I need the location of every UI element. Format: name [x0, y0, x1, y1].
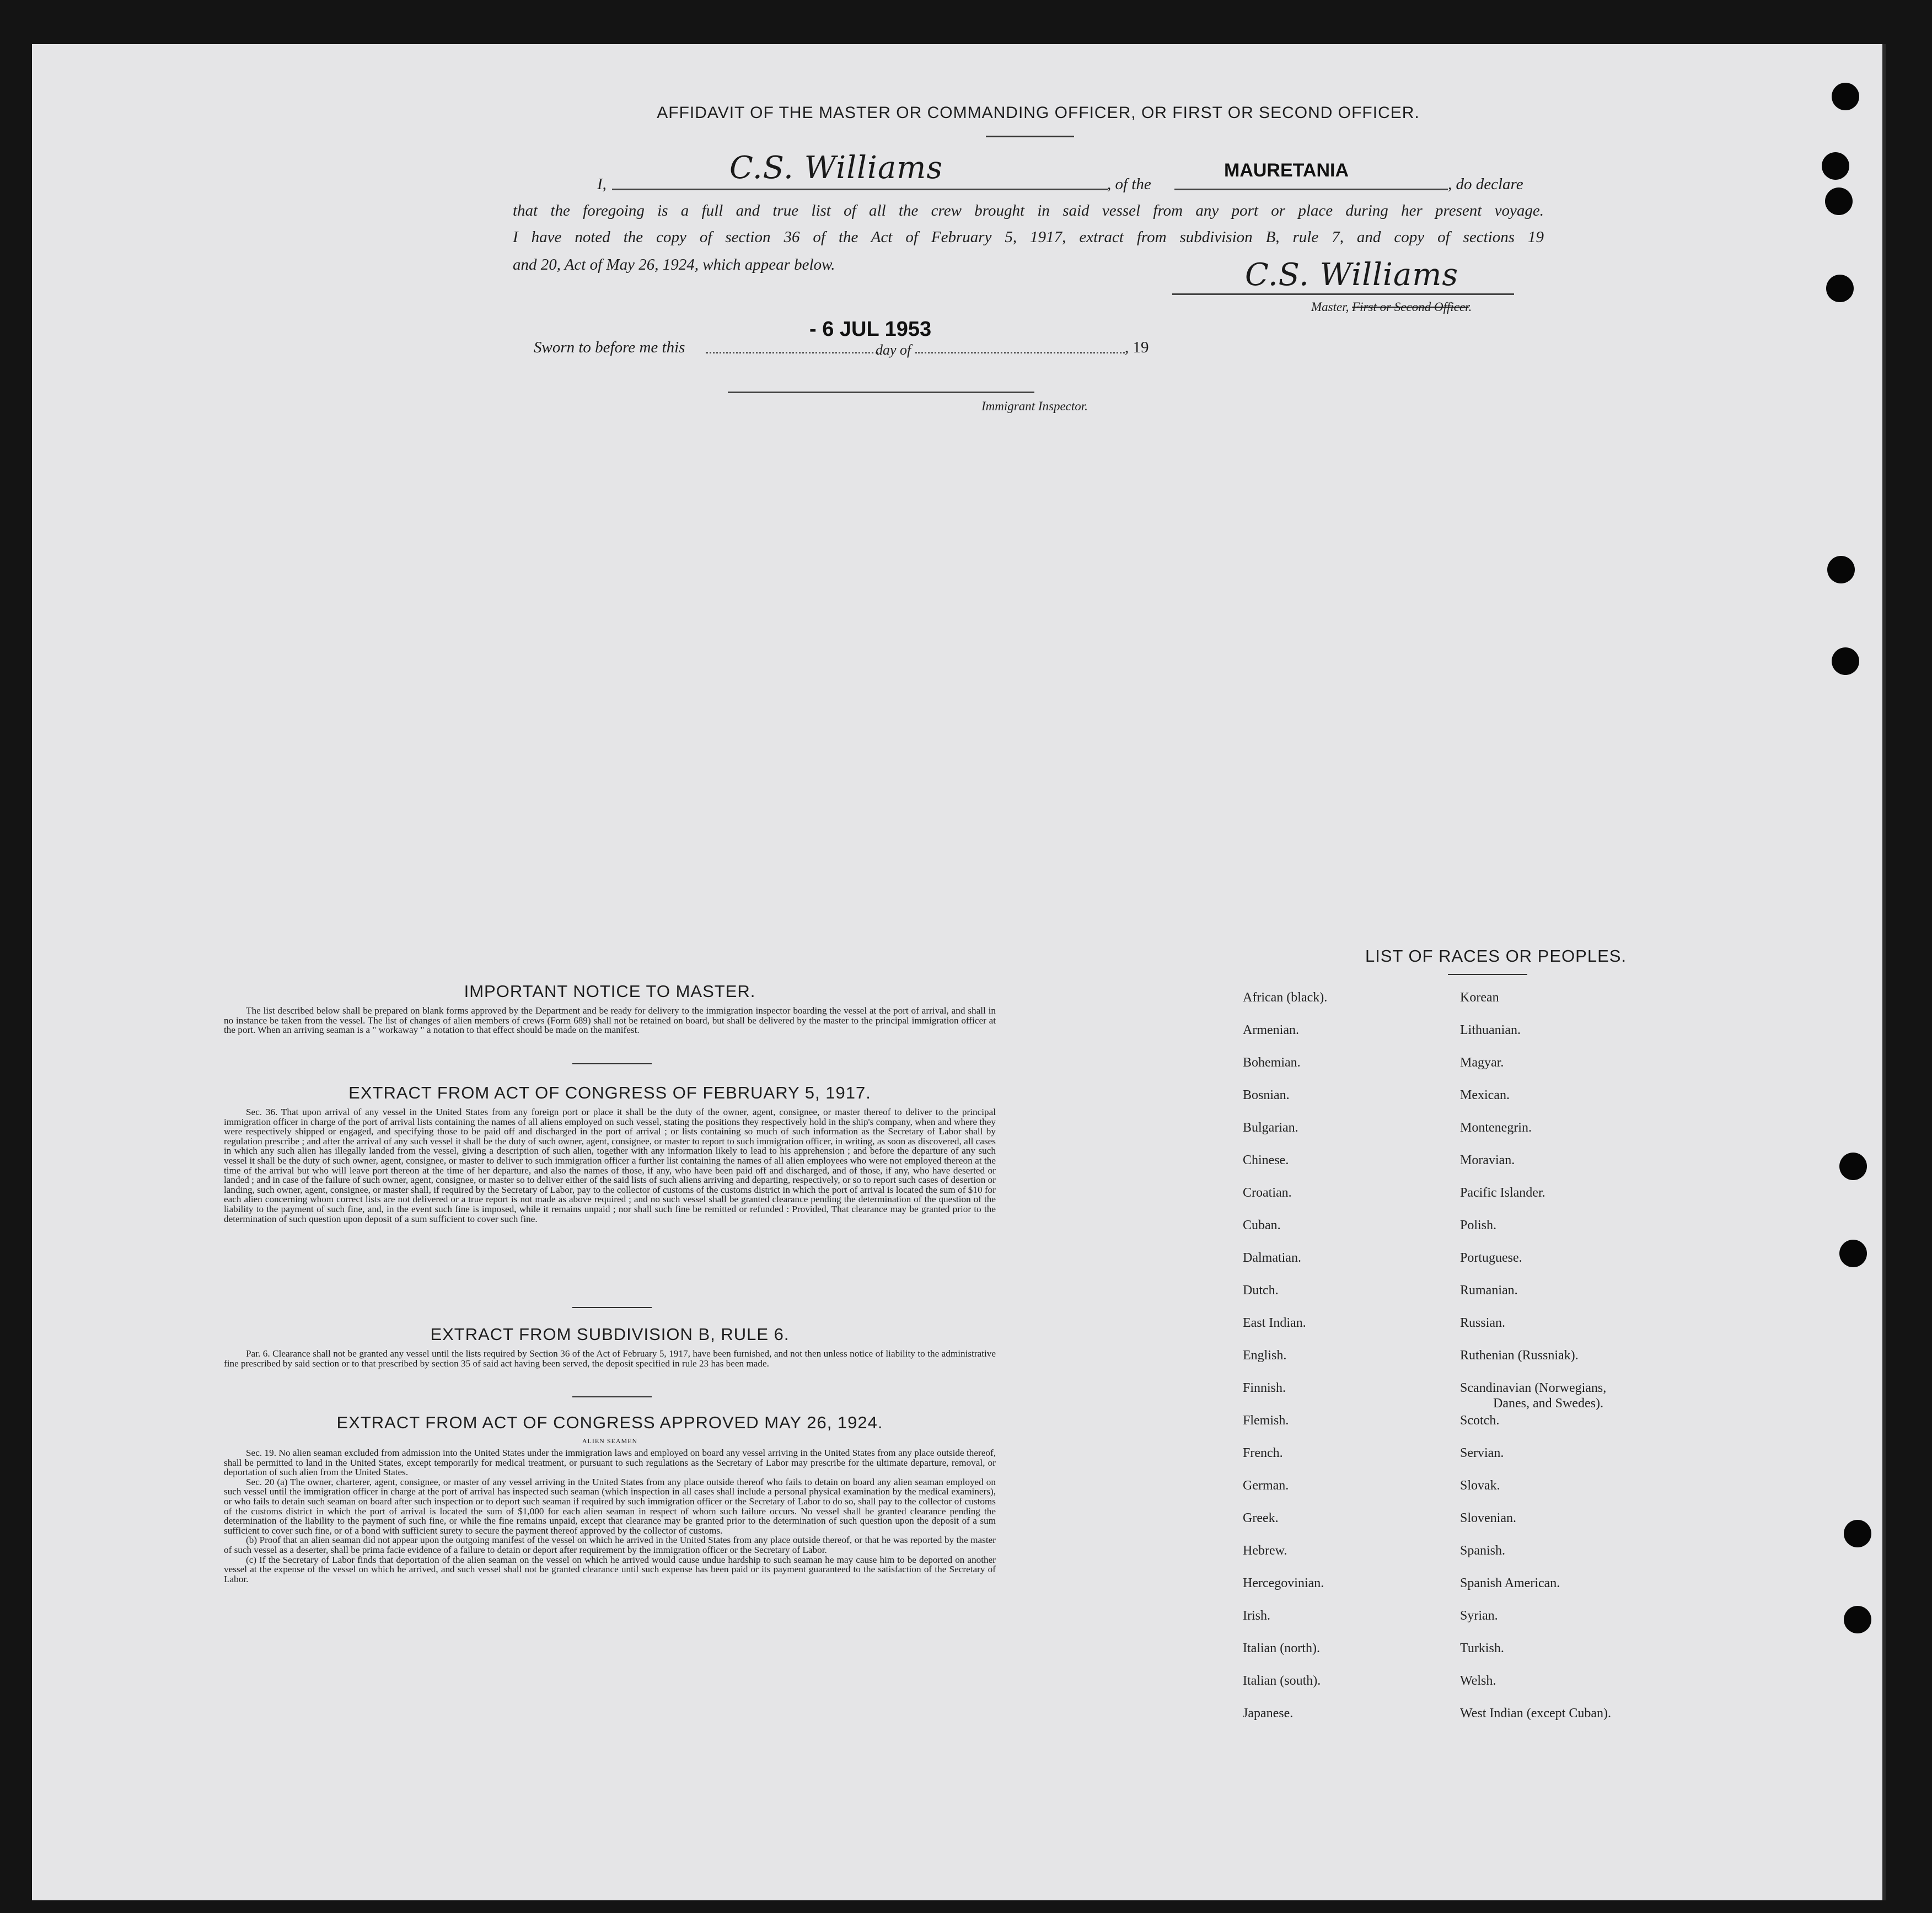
affidavit-line-3: I have noted the copy of section 36 of the Act of February 5, 1917, extract from subdivision B, rule 7, and copy of sections 19 [513, 228, 1544, 246]
punch-hole [1827, 556, 1855, 583]
race-item: Portuguese. [1460, 1251, 1522, 1265]
punch-hole [1826, 275, 1854, 302]
punch-hole [1832, 83, 1859, 110]
of-the-label: , of the [1107, 175, 1151, 193]
race-item: Spanish. [1460, 1544, 1506, 1558]
race-item: Moravian. [1460, 1153, 1515, 1167]
race-item: Dutch. [1243, 1283, 1279, 1298]
punch-hole [1832, 647, 1859, 675]
race-item: Armenian. [1243, 1023, 1299, 1037]
date-stamp: - 6 JUL 1953 [809, 318, 932, 341]
divider [572, 1396, 652, 1397]
race-item: Croatian. [1243, 1186, 1292, 1200]
notice-body: The list described below shall be prepared on blank forms approved by the Department and be ready for delivery to the immigration inspector boarding the vessel at the port of arrival, and shall in no instance be taken from the vessel. The list of changes of alien members of crews (Form 689) shall not be retained on board, but shall be delivered by the master to the principal immigration officer at the port. When an arriving seaman is a " workaway " a notation to that effect should be made on the manifest. [224, 1005, 996, 1036]
race-item: Slovenian. [1460, 1511, 1516, 1525]
race-item: Syrian. [1460, 1609, 1498, 1623]
race-item: Hercegovinian. [1243, 1576, 1324, 1590]
race-item: Greek. [1243, 1511, 1279, 1525]
affidavit-title: AFFIDAVIT OF THE MASTER OR COMMANDING OFFICER, OR FIRST OR SECOND OFFICER. [657, 104, 1420, 122]
race-item: Chinese. [1243, 1153, 1289, 1167]
race-item: Bohemian. [1243, 1055, 1301, 1070]
races-title: LIST OF RACES OR PEOPLES. [1365, 946, 1627, 966]
master-name-line [612, 189, 1108, 190]
sec-20c-paragraph: (c) If the Secretary of Labor finds that deportation of the alien seaman on the vessel on which he arrived would cause undue hardship to such seaman he may cause him to be deported on another vessel at the expense of the vessel on which he arrived, and such vessel shall not be granted clearance until such expense has been paid or its payment guaranteed to the satisfaction of the Secretary of Labor. [224, 1554, 996, 1584]
sec-20b-paragraph: (b) Proof that an alien seaman did not appear upon the outgoing manifest of the vessel on which he arrived in the United States from any place outside thereof, or that he was reported by the master of such vessel as a deserter, shall be prima facie evidence of a failure to detain or deport after requirement by the immigration officer or the Secretary of Labor. [224, 1535, 996, 1555]
race-item: Bulgarian. [1243, 1121, 1298, 1135]
affidavit-line-2: that the foregoing is a full and true list of all the crew brought in said vessel from any port or place during her present voyage. [513, 202, 1544, 219]
race-item: Rumanian. [1460, 1283, 1518, 1298]
divider [572, 1307, 652, 1308]
title-divider [986, 136, 1074, 137]
race-item: Scandinavian (Norwegians, [1460, 1381, 1607, 1395]
race-item: Hebrew. [1243, 1544, 1287, 1558]
master-signature: C.S. Williams [1245, 257, 1459, 293]
extract-1924-body [224, 1448, 996, 1584]
race-item: Russian. [1460, 1316, 1506, 1330]
race-item: English. [1243, 1348, 1287, 1363]
sec-20a-paragraph: Sec. 20 (a) The owner, charterer, agent, consignee, or master of any vessel arriving in the United States from any place outside thereof who fails to detain on board any alien seaman employed on such vessel until the immigration officer in charge at the port of arrival has inspected such seaman (which inspection in all cases shall include a personal physical examination by the medical examiners), or who fails to detain such seaman on board after such inspection or to deport such seaman if required by such immigration officer or the Secretary of Labor to do so, shall pay to the collector of customs of the customs district in which the port of arrival is located the sum of $1,000 for each alien seaman in respect of whom such failure occurs. No vessel shall be granted clearance pending the determination of the liability to the payment of such fine, or while the fine remains unpaid, except that clearance may be granted prior to the determination of such question upon the deposit of a sum sufficient to cover such fine, or of a bond with sufficient surety to secure the payment thereof approved by the collector of customs. [224, 1476, 996, 1536]
punch-hole [1844, 1520, 1871, 1547]
punch-hole [1839, 1153, 1867, 1180]
inspector-caption: Immigrant Inspector. [981, 399, 1088, 413]
race-item: East Indian. [1243, 1316, 1306, 1330]
alien-seamen-subtitle: ALIEN SEAMEN [582, 1437, 638, 1445]
race-item-continued: Danes, and Swedes). [1493, 1396, 1603, 1411]
sworn-month-line [915, 352, 1125, 353]
punch-hole [1822, 152, 1849, 180]
race-item: Mexican. [1460, 1088, 1510, 1102]
caption-end: . [1468, 300, 1472, 314]
master-name-signature: C.S. Williams [729, 150, 943, 186]
race-item: Korean [1460, 990, 1499, 1005]
race-item: Turkish. [1460, 1641, 1504, 1655]
race-item: Pacific Islander. [1460, 1186, 1545, 1200]
rule-6-title: EXTRACT FROM SUBDIVISION B, RULE 6. [430, 1325, 790, 1344]
sec-19-paragraph: Sec. 19. No alien seaman excluded from admission into the United States under the immigration laws and employed on board any vessel arriving in the United States from any place outside thereof, shall be permitted to land in the United States, except temporarily for medical treatment, or pursuant to such regulations as the Secretary of Labor may prescribe for the ultimate departure, removal, or deportation of such alien from the United States. [224, 1448, 996, 1478]
notice-title: IMPORTANT NOTICE TO MASTER. [464, 982, 756, 1001]
signature-line [1172, 293, 1514, 295]
do-declare-label: , do declare [1448, 175, 1523, 193]
sworn-day-line [706, 352, 878, 353]
day-of-label: day of [876, 342, 911, 358]
race-item: Ruthenian (Russniak). [1460, 1348, 1579, 1363]
race-item: West Indian (except Cuban). [1460, 1706, 1611, 1721]
race-item: Servian. [1460, 1446, 1504, 1460]
punch-hole [1839, 1240, 1867, 1267]
race-item: Bosnian. [1243, 1088, 1290, 1102]
race-item: Polish. [1460, 1218, 1497, 1233]
sworn-label: Sworn to before me this [534, 339, 685, 356]
race-item: Italian (north). [1243, 1641, 1320, 1655]
race-item: Dalmatian. [1243, 1251, 1301, 1265]
divider [572, 1063, 652, 1064]
race-item: Finnish. [1243, 1381, 1286, 1395]
race-item: Cuban. [1243, 1218, 1281, 1233]
race-item: Scotch. [1460, 1413, 1500, 1428]
race-item: African (black). [1243, 990, 1328, 1005]
race-item: Italian (south). [1243, 1674, 1321, 1688]
punch-hole [1825, 187, 1853, 215]
caption-master: Master, [1311, 300, 1349, 314]
race-item: German. [1243, 1478, 1289, 1493]
race-item: Montenegrin. [1460, 1121, 1532, 1135]
vessel-name-stamp: MAURETANIA [1224, 160, 1349, 181]
i-label: I, [597, 175, 607, 193]
document-sheet [32, 44, 1886, 1900]
caption-struck-officer: First or Second Officer [1352, 300, 1469, 314]
affidavit-line-4: and 20, Act of May 26, 1924, which appear below. [513, 256, 835, 274]
race-item: Magyar. [1460, 1055, 1504, 1070]
race-item: Irish. [1243, 1609, 1270, 1623]
race-item: Spanish American. [1460, 1576, 1560, 1590]
punch-hole [1844, 1606, 1871, 1633]
rule-6-body: Par. 6. Clearance shall not be granted any vessel until the lists required by Section 36 of the Act of February 5, 1917, have been furnished, and not then unless notice of liability to the administrative fine prescribed by said section or to that prescribed by section 35 of said act having been served, the deposit specified in rule 23 has been made. [224, 1348, 996, 1369]
vessel-name-line [1174, 189, 1448, 190]
extract-1917-body: Sec. 36. That upon arrival of any vessel in the United States from any foreign port or place it shall be the duty of the owner, agent, consignee, or master thereof to deliver to the principal immigration officer in charge of the port of arrival lists containing the names of all aliens employed on such vessel, stating the positions they respectively hold in the ship's company, when and where they were respectively shipped or engaged, and specifying those to be paid off and discharged in the port of arrival ; or lists containing so much of such information as the Secretary of Labor shall by regulation prescribe ; and after the arrival of any such vessel it shall be the duty of such owner, agent, consignee, or master to report to such immigration officer, in writing, as soon as discovered, all cases in which any such alien has illegally landed from the vessel, giving a description of such alien, together with any information likely to lead to his apprehension ; and before the departure of any such vessel it shall be the duty of such owner, agent, consignee, or master to deliver to such immigration officer a further list containing the names of all alien employees who were not employed thereon at the time of the arrival but who will leave port thereon at the time of her departure, and also the names of those, if any, who have been paid off and discharged, and of those, if any, who have deserted or landed ; and in case of the failure of such owner, agent, consignee, or master so to deliver either of the said lists of such aliens arriving and departing, respectively, or so to report such cases of desertion or landing, such owner, agent, consignee, or master shall, if required by the Secretary of Labor, pay to the collector of customs of the customs district in which the port of arrival is located the sum of $10 for each alien concerning whom correct lists are not delivered or a true report is not made as above required ; and no such vessel shall be granted clearance pending the determination of the question of the liability to the payment of such fine, and, in the event such fine is imposed, while it remains unpaid ; nor shall such fine be remitted or refunded : Provided, That clearance may be granted prior to the determination of such question upon deposit of a sum sufficient to cover such fine. [224, 1107, 996, 1224]
race-item: Lithuanian. [1460, 1023, 1521, 1037]
signature-caption [1311, 300, 1472, 314]
race-item: Japanese. [1243, 1706, 1294, 1721]
races-divider [1448, 974, 1527, 975]
race-item: French. [1243, 1446, 1283, 1460]
year-prefix: , 19 [1125, 339, 1149, 356]
inspector-signature-line [728, 392, 1034, 393]
race-item: Slovak. [1460, 1478, 1500, 1493]
extract-1917-title: EXTRACT FROM ACT OF CONGRESS OF FEBRUARY 5, 1917. [348, 1083, 871, 1102]
race-item: Welsh. [1460, 1674, 1496, 1688]
race-item: Flemish. [1243, 1413, 1289, 1428]
extract-1924-title: EXTRACT FROM ACT OF CONGRESS APPROVED MAY 26, 1924. [336, 1413, 883, 1432]
